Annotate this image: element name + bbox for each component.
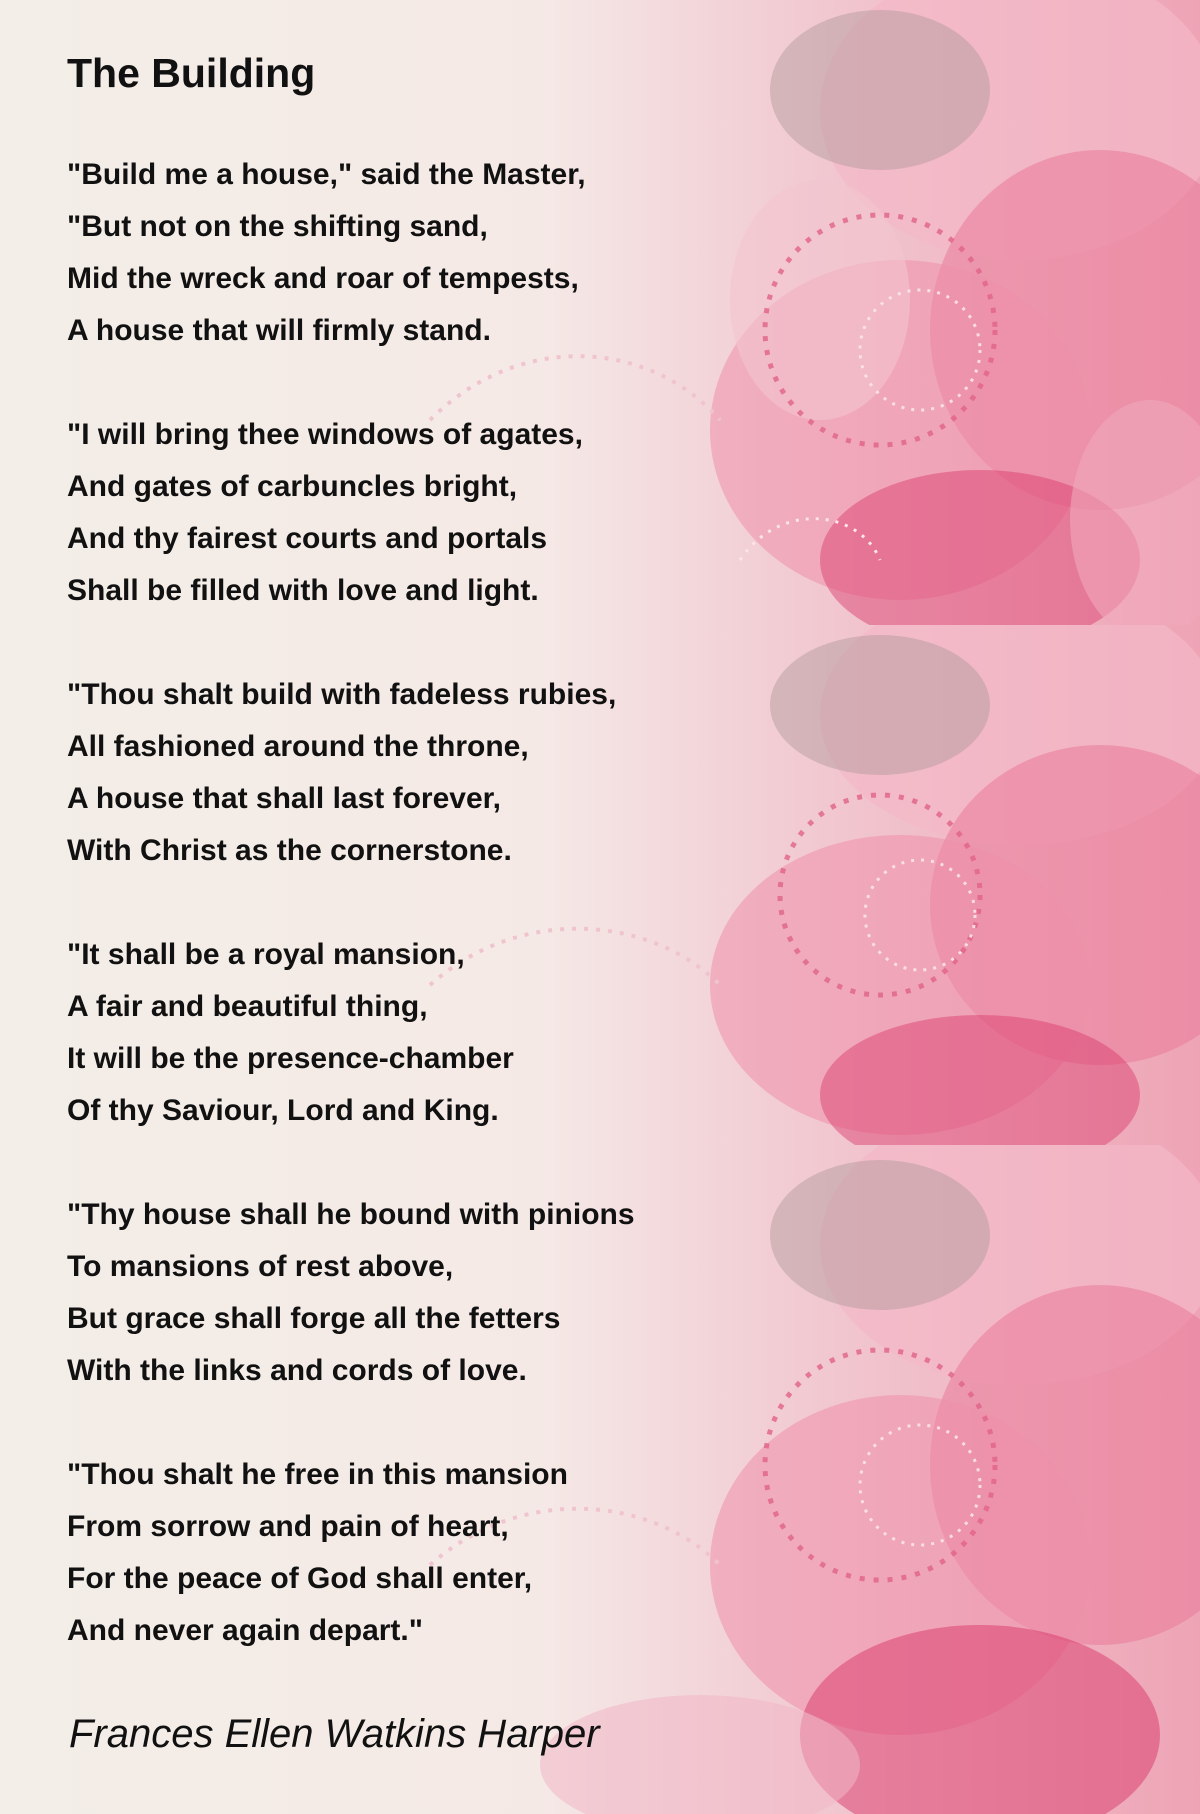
poem-line: "Thy house shall he bound with pinions bbox=[67, 1198, 635, 1231]
stanza-5 bbox=[67, 1189, 635, 1397]
poem-line: For the peace of God shall enter, bbox=[67, 1562, 533, 1595]
poem-line: And gates of carbuncles bright, bbox=[67, 470, 518, 503]
poem-line: It will be the presence-chamber bbox=[67, 1042, 514, 1075]
stanza-1 bbox=[67, 149, 586, 357]
poem-line: With Christ as the cornerstone. bbox=[67, 834, 512, 867]
poem-line: "Thou shalt he free in this mansion bbox=[67, 1458, 568, 1491]
stanza-6 bbox=[67, 1449, 568, 1657]
poem-line: A house that will firmly stand. bbox=[67, 314, 491, 347]
poem-line: All fashioned around the throne, bbox=[67, 730, 529, 763]
poem-line: And never again depart." bbox=[67, 1614, 423, 1647]
poem-line: A fair and beautiful thing, bbox=[67, 990, 428, 1023]
poem-line: "Thou shalt build with fadeless rubies, bbox=[67, 678, 617, 711]
poem-line: Shall be filled with love and light. bbox=[67, 574, 539, 607]
poem-line: With the links and cords of love. bbox=[67, 1354, 527, 1387]
poem-line: Of thy Saviour, Lord and King. bbox=[67, 1094, 499, 1127]
poem-line: "Build me a house," said the Master, bbox=[67, 158, 586, 191]
poem-line: "I will bring thee windows of agates, bbox=[67, 418, 583, 451]
poem-line: To mansions of rest above, bbox=[67, 1250, 454, 1283]
poem-line: From sorrow and pain of heart, bbox=[67, 1510, 509, 1543]
poem-line: "But not on the shifting sand, bbox=[67, 210, 488, 243]
poem-line: A house that shall last forever, bbox=[67, 782, 502, 815]
poem-line: Mid the wreck and roar of tempests, bbox=[67, 262, 579, 295]
stanza-2 bbox=[67, 409, 583, 617]
poem-title: The Building bbox=[67, 50, 316, 96]
poem-line: But grace shall forge all the fetters bbox=[67, 1302, 561, 1335]
poem-line: "It shall be a royal mansion, bbox=[67, 938, 465, 971]
stanza-3 bbox=[67, 669, 616, 877]
poem-author: Frances Ellen Watkins Harper bbox=[69, 1712, 600, 1756]
poem-line: And thy fairest courts and portals bbox=[67, 522, 548, 555]
stanza-4 bbox=[67, 929, 514, 1137]
